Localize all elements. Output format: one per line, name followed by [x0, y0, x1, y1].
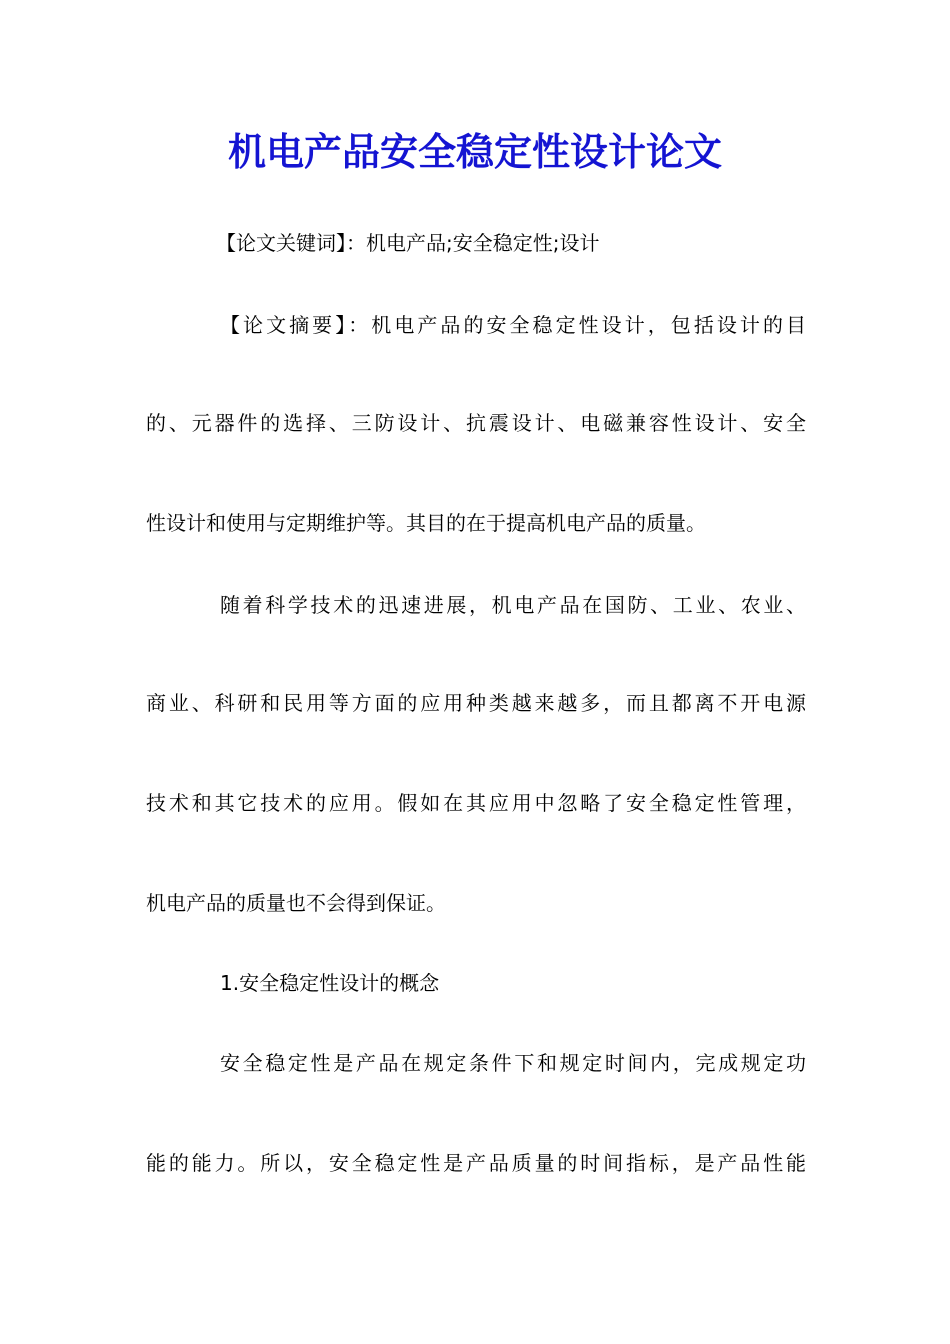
body-line-4: 机电产品的质量也不会得到保证。	[146, 891, 446, 915]
abstract-line-3: 性设计和使用与定期维护等。其目的在于提高机电产品的质量。	[146, 511, 706, 535]
section-line-1: 安全稳定性是产品在规定条件下和规定时间内，完成规定功	[220, 1051, 806, 1075]
section-line-2: 能的能力。所以，安全稳定性是产品质量的时间指标，是产品性能	[146, 1151, 806, 1175]
body-line-2: 商业、科研和民用等方面的应用种类越来越多，而且都离不开电源	[146, 691, 806, 715]
abstract-line-1: 【论文摘要】：机电产品的安全稳定性设计，包括设计的目	[220, 313, 806, 337]
section-heading: 1.安全稳定性设计的概念	[220, 971, 440, 995]
document-title: 机电产品安全稳定性设计论文	[227, 129, 722, 174]
keywords-line: 【论文关键词】：机电产品;安全稳定性;设计	[216, 231, 600, 255]
body-line-1: 随着科学技术的迅速进展，机电产品在国防、工业、农业、	[220, 593, 806, 617]
body-line-3: 技术和其它技术的应用。假如在其应用中忽略了安全稳定性管理，	[146, 791, 806, 815]
abstract-line-2: 的、元器件的选择、三防设计、抗震设计、电磁兼容性设计、安全	[146, 411, 806, 435]
